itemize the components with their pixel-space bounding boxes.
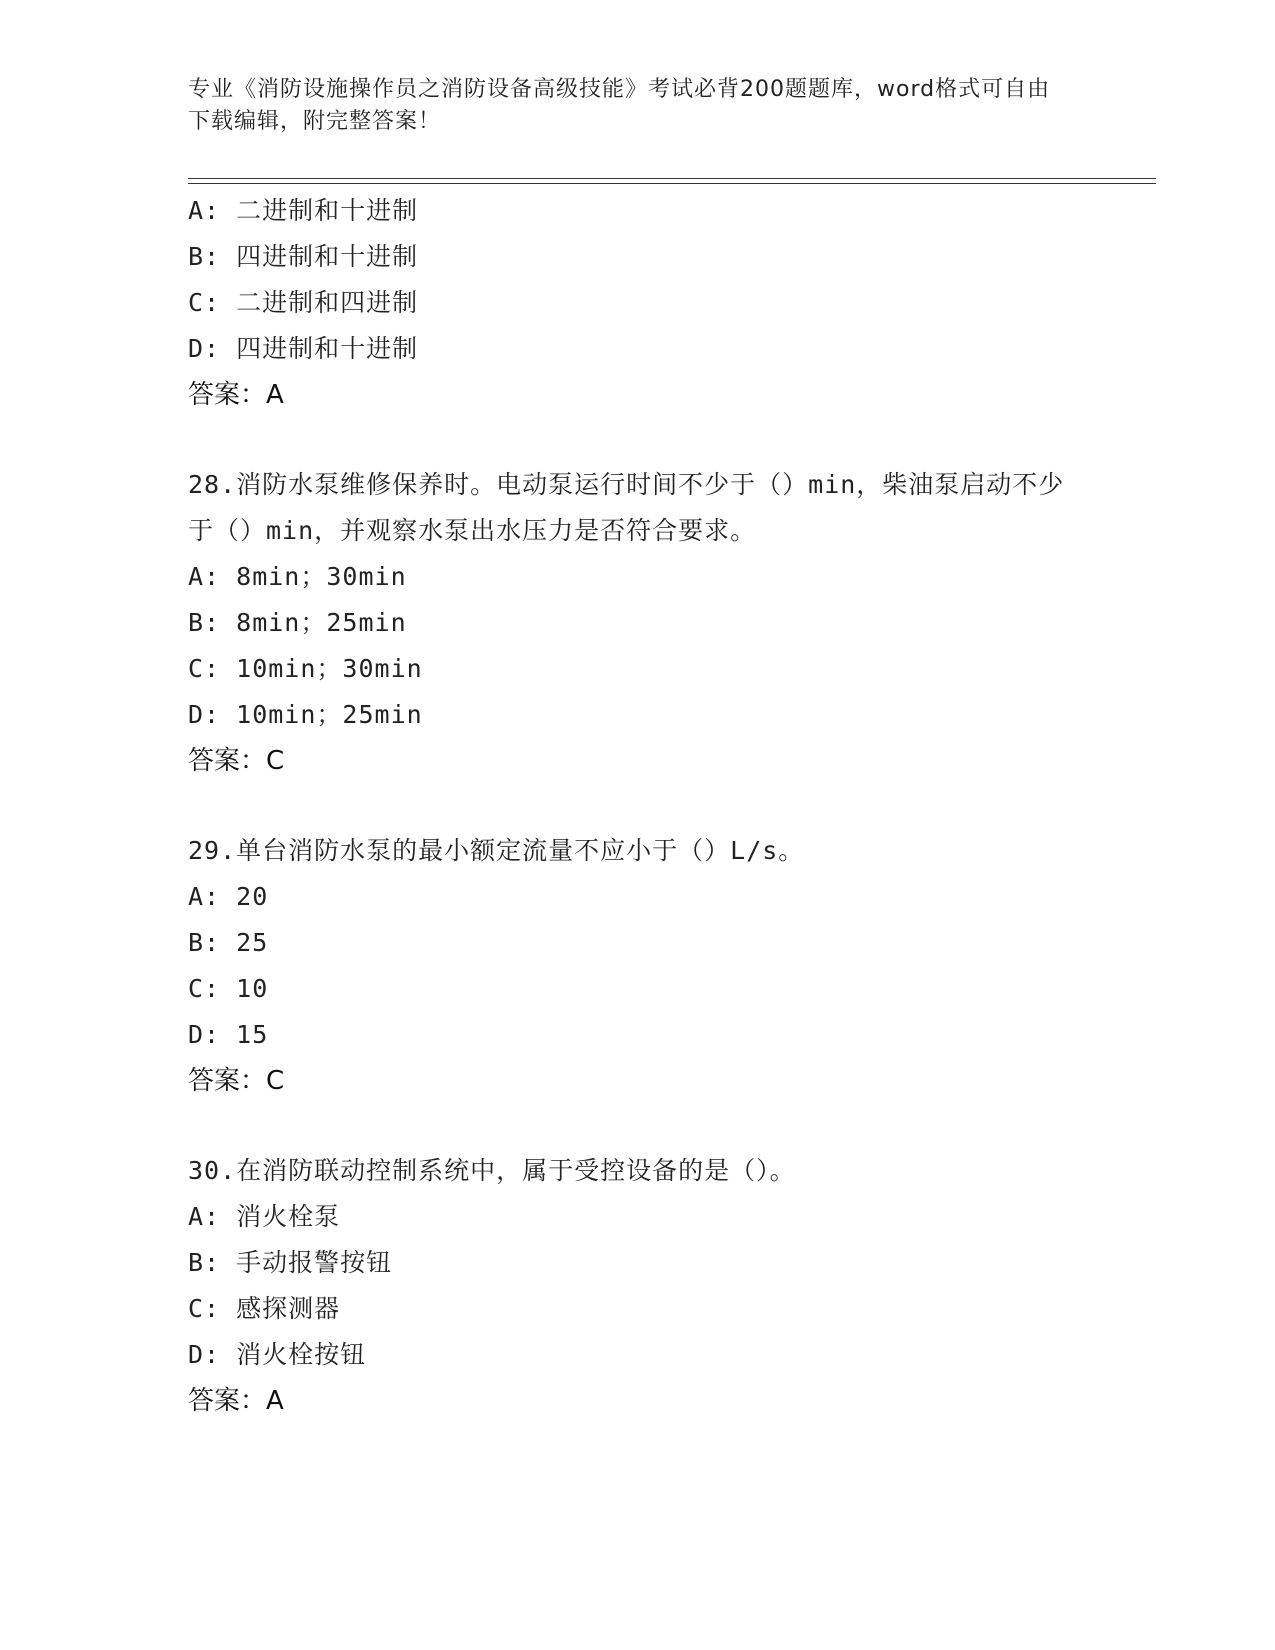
header-rule-bottom <box>188 183 1156 184</box>
option-b: B: 8min；25min <box>188 608 407 637</box>
question-28 <box>188 462 1088 784</box>
option-a: A: 消火栓泵 <box>188 1202 341 1231</box>
question-29 <box>188 828 1088 1104</box>
answer-line: 答案：C <box>188 1066 285 1096</box>
answer-line: 答案：A <box>188 1386 284 1416</box>
option-a: A: 8min；30min <box>188 562 407 591</box>
option-d: D: 四进制和十进制 <box>188 334 419 363</box>
document-header: 专业《消防设施操作员之消防设备高级技能》考试必背200题题库，word格式可自由下载编辑，附完整答案！ <box>188 77 1051 134</box>
question-30 <box>188 1148 1088 1424</box>
answer-line: 答案：C <box>188 746 285 776</box>
header-rule-top <box>188 178 1156 179</box>
option-b: B: 手动报警按钮 <box>188 1248 393 1277</box>
option-d: D: 15 <box>188 1020 269 1049</box>
option-a: A: 二进制和十进制 <box>188 196 419 225</box>
option-a: A: 20 <box>188 882 269 911</box>
option-b: B: 四进制和十进制 <box>188 242 419 271</box>
question-list <box>188 188 1088 1424</box>
question-stem: 29.单台消防水泵的最小额定流量不应小于（）L/s。 <box>188 836 805 865</box>
spacer <box>188 1104 1088 1148</box>
option-c: C: 10min；30min <box>188 654 423 683</box>
question-stem: 30.在消防联动控制系统中，属于受控设备的是（）。 <box>188 1156 796 1185</box>
answer-line: 答案：A <box>188 380 284 410</box>
option-b: B: 25 <box>188 928 269 957</box>
option-c: C: 10 <box>188 974 269 1003</box>
spacer <box>188 784 1088 828</box>
spacer <box>188 418 1088 462</box>
option-d: D: 10min；25min <box>188 700 423 729</box>
option-d: D: 消火栓按钮 <box>188 1340 367 1369</box>
option-c: C: 二进制和四进制 <box>188 288 419 317</box>
option-c: C: 感探测器 <box>188 1294 341 1323</box>
question-stem: 28.消防水泵维修保养时。电动泵运行时间不少于（）min，柴油泵启动不少于（）min，并观察水泵出水压力是否符合要求。 <box>188 470 1065 545</box>
question-27 <box>188 188 1088 418</box>
